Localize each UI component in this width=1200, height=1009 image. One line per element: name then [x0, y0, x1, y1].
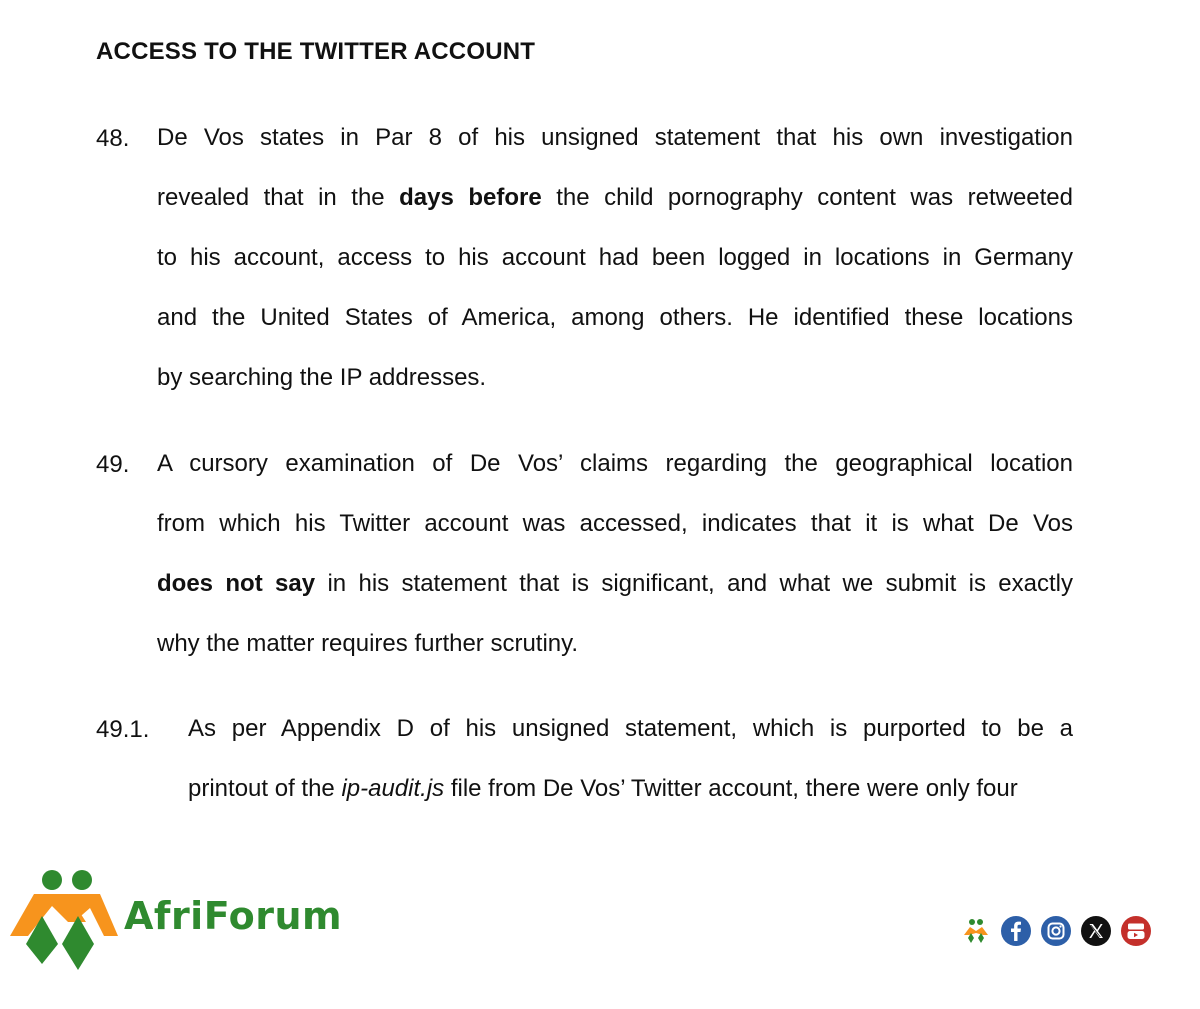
paragraph-line: [157, 509, 1073, 539]
text-run: printout of the: [188, 775, 342, 802]
text-run: why the matter requires further scrutiny.: [157, 630, 579, 657]
logo-leaf-right: [62, 916, 94, 970]
text-run: the child pornography content was retweeted: [541, 184, 1073, 211]
paragraph-number: 49.1.: [96, 716, 150, 743]
logo-figure-head-right: [72, 870, 92, 890]
logo-wordmark: AfriForum: [124, 894, 343, 938]
facebook-icon[interactable]: [1000, 915, 1032, 947]
text-run: As per Appendix D of his unsigned statement, which is purported to be a: [188, 715, 1073, 742]
paragraph-line: [157, 569, 1073, 599]
bold-text: days before: [399, 184, 542, 211]
bold-text: does not say: [157, 570, 316, 597]
text-run: and the United States of America, among others. He identified these locations: [157, 304, 1073, 331]
text-run: to his account, access to his account had been logged in locations in Germany: [157, 244, 1073, 271]
paragraph-line: [157, 123, 1073, 153]
paragraph-line: [157, 629, 1073, 659]
paragraph-line: [157, 363, 1073, 393]
paragraph-line: [157, 183, 1073, 213]
x-icon[interactable]: [1080, 915, 1112, 947]
paragraph-number: 49.: [96, 451, 130, 478]
logo-figure-head-left: [42, 870, 62, 890]
text-run: in his statement that is significant, and what we submit is exactly: [315, 570, 1073, 597]
text-run: from which his Twitter account was accessed, indicates that it is what De Vos: [157, 510, 1073, 537]
section-heading: ACCESS TO THE TWITTER ACCOUNT: [96, 38, 536, 65]
text-run: file from De Vos’ Twitter account, there were only four: [444, 775, 1018, 802]
text-run: De Vos states in Par 8 of his unsigned statement that his own investigation: [157, 124, 1073, 151]
text-run: A cursory examination of De Vos’ claims regarding the geographical location: [157, 450, 1073, 477]
text-run: by searching the IP addresses.: [157, 364, 487, 391]
afriforum-mini-icon[interactable]: [962, 917, 990, 945]
paragraph-number: 48.: [96, 125, 130, 152]
paragraph-line: [188, 714, 1073, 744]
paragraph-line: [188, 774, 1073, 804]
italic-text: ip-audit.js: [341, 775, 445, 802]
paragraph-line: [157, 303, 1073, 333]
instagram-icon[interactable]: [1040, 915, 1072, 947]
paragraph-line: [157, 243, 1073, 273]
social-icons: [962, 913, 1160, 949]
paragraph-line: [157, 449, 1073, 479]
youtube-icon[interactable]: [1120, 915, 1152, 947]
text-run: revealed that in the: [157, 184, 400, 211]
